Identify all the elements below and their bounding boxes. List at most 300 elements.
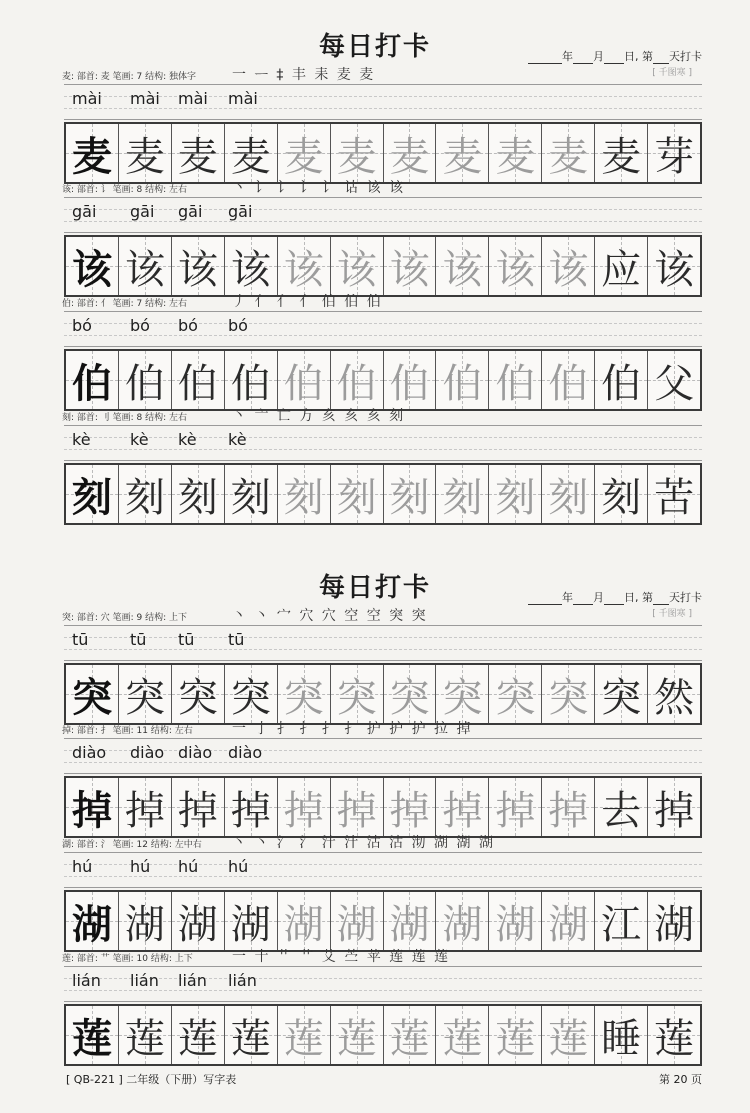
date-blank[interactable] bbox=[604, 594, 624, 605]
character: 麦 bbox=[283, 133, 324, 180]
pinyin-line bbox=[64, 625, 702, 661]
character: 刻 bbox=[495, 474, 536, 521]
practice-cell[interactable] bbox=[225, 892, 278, 950]
character: 莲 bbox=[124, 1015, 165, 1062]
character: 伯 bbox=[283, 360, 324, 407]
character: 湖 bbox=[124, 901, 165, 948]
date-label: 天打卡 bbox=[669, 591, 702, 604]
character: 该 bbox=[283, 246, 324, 293]
pinyin-text: gāi bbox=[130, 202, 155, 221]
character: 突 bbox=[71, 673, 112, 721]
pinyin-line bbox=[64, 197, 702, 233]
character: 麦 bbox=[336, 133, 377, 180]
pinyin-rule bbox=[64, 108, 702, 109]
practice-cell[interactable] bbox=[436, 237, 489, 295]
tianzige-grid bbox=[64, 776, 702, 838]
practice-cell[interactable] bbox=[648, 465, 700, 523]
character: 湖 bbox=[336, 901, 377, 948]
date-blank[interactable] bbox=[604, 53, 624, 64]
edition-tag: [ 千图寒 ] bbox=[652, 68, 692, 78]
practice-cell[interactable] bbox=[595, 124, 648, 182]
footer-page-number: 第 20 页 bbox=[659, 1073, 702, 1086]
character: 麦 bbox=[177, 133, 218, 180]
character: 掉 bbox=[495, 787, 536, 834]
practice-cell[interactable] bbox=[331, 778, 384, 836]
date-fields bbox=[528, 48, 702, 64]
practice-cell[interactable] bbox=[119, 351, 172, 409]
pinyin-rule bbox=[64, 449, 702, 450]
practice-cell[interactable] bbox=[172, 892, 225, 950]
practice-cell[interactable] bbox=[278, 1006, 331, 1064]
character: 莲 bbox=[442, 1015, 483, 1062]
practice-cell[interactable] bbox=[172, 237, 225, 295]
practice-cell[interactable] bbox=[542, 351, 595, 409]
practice-cell[interactable] bbox=[278, 778, 331, 836]
model-character-cell[interactable] bbox=[66, 351, 119, 409]
practice-cell[interactable] bbox=[278, 892, 331, 950]
practice-cell[interactable] bbox=[119, 892, 172, 950]
date-blank[interactable] bbox=[573, 594, 593, 605]
practice-cell[interactable] bbox=[225, 124, 278, 182]
practice-cell[interactable] bbox=[489, 237, 542, 295]
practice-cell[interactable] bbox=[225, 351, 278, 409]
pinyin-text: mài bbox=[178, 89, 208, 108]
edition-tag: [ 千图寒 ] bbox=[652, 609, 692, 619]
stroke-order: 一 十 艹 艹 艾 苎 苹 莲 莲 莲 bbox=[232, 949, 451, 965]
practice-cell[interactable] bbox=[384, 351, 437, 409]
practice-cell[interactable] bbox=[489, 892, 542, 950]
pinyin-text: hú bbox=[178, 857, 199, 876]
pinyin-line bbox=[64, 966, 702, 1002]
pinyin-rule bbox=[64, 864, 702, 865]
practice-cell[interactable] bbox=[436, 665, 489, 723]
practice-cell[interactable] bbox=[436, 465, 489, 523]
practice-cell[interactable] bbox=[436, 124, 489, 182]
practice-cell[interactable] bbox=[172, 351, 225, 409]
practice-cell[interactable] bbox=[489, 465, 542, 523]
practice-cell[interactable] bbox=[172, 465, 225, 523]
pinyin-text: mài bbox=[228, 89, 258, 108]
character: 麦 bbox=[601, 133, 642, 180]
practice-cell[interactable] bbox=[119, 665, 172, 723]
practice-cell[interactable] bbox=[225, 778, 278, 836]
character: 伯 bbox=[124, 360, 165, 407]
character: 掉 bbox=[548, 787, 589, 834]
pinyin-rule bbox=[64, 978, 702, 979]
pinyin-rule bbox=[64, 773, 702, 774]
character: 该 bbox=[442, 246, 483, 293]
pinyin-text: bó bbox=[130, 316, 150, 335]
character: 莲 bbox=[495, 1015, 536, 1062]
stroke-order: 丶 讠 讠 讠 讠 诂 该 该 bbox=[232, 180, 406, 196]
pinyin-text: kè bbox=[178, 430, 197, 449]
practice-cell[interactable] bbox=[384, 778, 437, 836]
character: 麦 bbox=[442, 133, 483, 180]
practice-cell[interactable] bbox=[595, 778, 648, 836]
pinyin-rule bbox=[64, 323, 702, 324]
character: 该 bbox=[495, 246, 536, 293]
pinyin-text: tū bbox=[228, 630, 245, 649]
practice-cell[interactable] bbox=[384, 892, 437, 950]
practice-cell[interactable] bbox=[648, 665, 700, 723]
practice-cell[interactable] bbox=[119, 124, 172, 182]
practice-cell[interactable] bbox=[278, 465, 331, 523]
stroke-order: 丶 丶 氵 氵 汁 汁 沽 沽 沏 湖 湖 湖 bbox=[232, 835, 495, 851]
pinyin-text: kè bbox=[130, 430, 149, 449]
date-blank[interactable] bbox=[653, 53, 669, 64]
model-character-cell[interactable] bbox=[66, 237, 119, 295]
pinyin-rule bbox=[64, 460, 702, 461]
character: 应 bbox=[601, 246, 642, 293]
stroke-order: 一 亅 扌 扌 扌 扌 护 护 护 拉 掉 bbox=[232, 721, 473, 737]
character: 伯 bbox=[389, 360, 430, 407]
practice-cell[interactable] bbox=[172, 778, 225, 836]
date-label: 月 bbox=[593, 50, 604, 63]
practice-cell[interactable] bbox=[542, 665, 595, 723]
character: 掉 bbox=[389, 787, 430, 834]
character-info: 莲: 部首: 艹 笔画: 10 结构: 上下 bbox=[62, 954, 193, 964]
character: 掉 bbox=[336, 787, 377, 834]
character: 然 bbox=[654, 674, 695, 721]
character: 该 bbox=[124, 246, 165, 293]
pinyin-text: kè bbox=[72, 430, 91, 449]
model-character-cell[interactable] bbox=[66, 778, 119, 836]
character: 掉 bbox=[71, 786, 112, 834]
character: 伯 bbox=[495, 360, 536, 407]
pinyin-line bbox=[64, 425, 702, 461]
practice-cell[interactable] bbox=[384, 465, 437, 523]
character: 掉 bbox=[442, 787, 483, 834]
character: 伯 bbox=[442, 360, 483, 407]
character: 突 bbox=[548, 674, 589, 721]
character: 湖 bbox=[442, 901, 483, 948]
pinyin-rule bbox=[64, 738, 702, 739]
character: 该 bbox=[71, 245, 112, 293]
practice-cell[interactable] bbox=[648, 892, 700, 950]
pinyin-rule bbox=[64, 876, 702, 877]
pinyin-rule bbox=[64, 311, 702, 312]
practice-cell[interactable] bbox=[278, 665, 331, 723]
character: 麦 bbox=[548, 133, 589, 180]
pinyin-text: diào bbox=[72, 743, 107, 762]
practice-cell[interactable] bbox=[119, 237, 172, 295]
character: 突 bbox=[495, 674, 536, 721]
character: 掉 bbox=[283, 787, 324, 834]
practice-cell[interactable] bbox=[172, 124, 225, 182]
character: 伯 bbox=[601, 360, 642, 407]
pinyin-rule bbox=[64, 119, 702, 120]
character: 麦 bbox=[389, 133, 430, 180]
pinyin-text: tū bbox=[130, 630, 147, 649]
pinyin-rule bbox=[64, 660, 702, 661]
character-info: 伯: 部首: 亻 笔画: 7 结构: 左右 bbox=[62, 299, 188, 309]
practice-cell[interactable] bbox=[542, 237, 595, 295]
practice-cell[interactable] bbox=[225, 1006, 278, 1064]
practice-cell[interactable] bbox=[331, 665, 384, 723]
practice-cell[interactable] bbox=[542, 778, 595, 836]
pinyin-rule bbox=[64, 649, 702, 650]
character: 麦 bbox=[71, 132, 112, 180]
stroke-order: 丶 亠 亡 方 亥 亥 亥 刻 bbox=[232, 408, 406, 424]
character: 刻 bbox=[124, 474, 165, 521]
stroke-order: 丶 丶 宀 穴 穴 空 空 突 突 bbox=[232, 608, 428, 624]
pinyin-text: diào bbox=[228, 743, 263, 762]
practice-cell[interactable] bbox=[648, 778, 700, 836]
practice-cell[interactable] bbox=[172, 665, 225, 723]
character: 湖 bbox=[177, 901, 218, 948]
character: 睡 bbox=[601, 1015, 642, 1062]
pinyin-text: mài bbox=[72, 89, 102, 108]
footer-code: [ QB-221 ] 二年级（下册）写字表 bbox=[66, 1073, 237, 1086]
tianzige-grid bbox=[64, 122, 702, 184]
character: 该 bbox=[548, 246, 589, 293]
practice-cell[interactable] bbox=[119, 465, 172, 523]
character: 莲 bbox=[336, 1015, 377, 1062]
character: 掉 bbox=[177, 787, 218, 834]
practice-cell[interactable] bbox=[384, 124, 437, 182]
character: 伯 bbox=[177, 360, 218, 407]
date-label: 日, 第 bbox=[624, 50, 653, 63]
model-character-cell[interactable] bbox=[66, 665, 119, 723]
character-info: 麦: 部首: 麦 笔画: 7 结构: 独体字 bbox=[62, 72, 197, 82]
pinyin-text: mài bbox=[130, 89, 160, 108]
practice-cell[interactable] bbox=[648, 237, 700, 295]
character: 刻 bbox=[442, 474, 483, 521]
character: 刻 bbox=[283, 474, 324, 521]
character-info: 该: 部首: 讠 笔画: 8 结构: 左右 bbox=[62, 185, 188, 195]
character: 去 bbox=[601, 787, 642, 834]
practice-cell[interactable] bbox=[489, 778, 542, 836]
pinyin-rule bbox=[64, 425, 702, 426]
date-label: 年 bbox=[562, 591, 573, 604]
pinyin-rule bbox=[64, 887, 702, 888]
practice-cell[interactable] bbox=[648, 124, 700, 182]
practice-cell[interactable] bbox=[225, 237, 278, 295]
character: 麦 bbox=[230, 133, 271, 180]
page-title: 每日打卡 bbox=[318, 573, 431, 603]
practice-cell[interactable] bbox=[436, 1006, 489, 1064]
pinyin-text: gāi bbox=[72, 202, 97, 221]
practice-cell[interactable] bbox=[595, 892, 648, 950]
character: 芽 bbox=[654, 133, 695, 180]
pinyin-text: hú bbox=[228, 857, 249, 876]
date-fields bbox=[528, 589, 702, 605]
pinyin-line bbox=[64, 852, 702, 888]
pinyin-text: diào bbox=[130, 743, 165, 762]
pinyin-text: lián bbox=[72, 971, 101, 990]
pinyin-rule bbox=[64, 84, 702, 85]
character: 刻 bbox=[548, 474, 589, 521]
practice-cell[interactable] bbox=[595, 351, 648, 409]
date-label: 年 bbox=[562, 50, 573, 63]
date-blank[interactable] bbox=[528, 594, 562, 605]
character: 湖 bbox=[495, 901, 536, 948]
character: 刻 bbox=[177, 474, 218, 521]
character: 该 bbox=[230, 246, 271, 293]
character: 刻 bbox=[336, 474, 377, 521]
practice-cell[interactable] bbox=[331, 237, 384, 295]
pinyin-text: bó bbox=[228, 316, 248, 335]
pinyin-line bbox=[64, 84, 702, 120]
stroke-order: 丿 亻 亻 亻 伯 伯 伯 bbox=[232, 294, 383, 310]
pinyin-text: tū bbox=[72, 630, 89, 649]
practice-cell[interactable] bbox=[436, 892, 489, 950]
practice-cell[interactable] bbox=[436, 778, 489, 836]
character: 湖 bbox=[283, 901, 324, 948]
practice-cell[interactable] bbox=[489, 351, 542, 409]
character: 湖 bbox=[71, 900, 112, 948]
character: 突 bbox=[283, 674, 324, 721]
practice-cell[interactable] bbox=[595, 1006, 648, 1064]
tianzige-grid bbox=[64, 1004, 702, 1066]
pinyin-rule bbox=[64, 209, 702, 210]
practice-cell[interactable] bbox=[384, 665, 437, 723]
pinyin-rule bbox=[64, 637, 702, 638]
practice-cell[interactable] bbox=[331, 1006, 384, 1064]
character: 麦 bbox=[495, 133, 536, 180]
practice-cell[interactable] bbox=[436, 351, 489, 409]
pinyin-line bbox=[64, 311, 702, 347]
character-info: 掉: 部首: 扌 笔画: 11 结构: 左右 bbox=[62, 726, 193, 736]
pinyin-rule bbox=[64, 335, 702, 336]
date-blank[interactable] bbox=[573, 53, 593, 64]
practice-cell[interactable] bbox=[384, 1006, 437, 1064]
practice-cell[interactable] bbox=[489, 124, 542, 182]
practice-cell[interactable] bbox=[225, 465, 278, 523]
character: 父 bbox=[654, 360, 695, 407]
character: 突 bbox=[442, 674, 483, 721]
practice-cell[interactable] bbox=[331, 465, 384, 523]
practice-cell[interactable] bbox=[225, 665, 278, 723]
character: 刻 bbox=[389, 474, 430, 521]
character: 湖 bbox=[230, 901, 271, 948]
date-label: 天打卡 bbox=[669, 50, 702, 63]
practice-cell[interactable] bbox=[278, 351, 331, 409]
pinyin-text: lián bbox=[228, 971, 257, 990]
practice-cell[interactable] bbox=[542, 1006, 595, 1064]
tianzige-grid bbox=[64, 890, 702, 952]
tianzige-grid bbox=[64, 663, 702, 725]
date-blank[interactable] bbox=[653, 594, 669, 605]
practice-cell[interactable] bbox=[331, 892, 384, 950]
pinyin-text: bó bbox=[178, 316, 198, 335]
pinyin-text: kè bbox=[228, 430, 247, 449]
practice-cell[interactable] bbox=[595, 465, 648, 523]
pinyin-rule bbox=[64, 990, 702, 991]
character: 伯 bbox=[71, 359, 112, 407]
practice-cell[interactable] bbox=[278, 124, 331, 182]
practice-cell[interactable] bbox=[489, 1006, 542, 1064]
practice-cell[interactable] bbox=[542, 465, 595, 523]
character: 莲 bbox=[389, 1015, 430, 1062]
pinyin-text: gāi bbox=[228, 202, 253, 221]
model-character-cell[interactable] bbox=[66, 124, 119, 182]
practice-cell[interactable] bbox=[119, 778, 172, 836]
model-character-cell[interactable] bbox=[66, 1006, 119, 1064]
tianzige-grid bbox=[64, 235, 702, 297]
pinyin-rule bbox=[64, 346, 702, 347]
character: 莲 bbox=[283, 1015, 324, 1062]
stroke-order: 一 ᅳ ‡ 丰 耒 麦 麦 bbox=[232, 67, 376, 83]
character: 掉 bbox=[230, 787, 271, 834]
character: 伯 bbox=[336, 360, 377, 407]
pinyin-text: bó bbox=[72, 316, 92, 335]
practice-cell[interactable] bbox=[384, 237, 437, 295]
page-title: 每日打卡 bbox=[318, 32, 431, 62]
pinyin-text: lián bbox=[178, 971, 207, 990]
character: 刻 bbox=[601, 474, 642, 521]
character: 刻 bbox=[230, 474, 271, 521]
character-info: 突: 部首: 穴 笔画: 9 结构: 上下 bbox=[62, 613, 188, 623]
model-character-cell[interactable] bbox=[66, 465, 119, 523]
pinyin-text: hú bbox=[72, 857, 93, 876]
practice-cell[interactable] bbox=[172, 1006, 225, 1064]
pinyin-rule bbox=[64, 625, 702, 626]
character: 突 bbox=[336, 674, 377, 721]
practice-cell[interactable] bbox=[331, 124, 384, 182]
character-info: 湖: 部首: 氵 笔画: 12 结构: 左中右 bbox=[62, 840, 202, 850]
character: 该 bbox=[177, 246, 218, 293]
character: 湖 bbox=[654, 901, 695, 948]
practice-cell[interactable] bbox=[331, 351, 384, 409]
practice-cell[interactable] bbox=[119, 1006, 172, 1064]
pinyin-text: diào bbox=[178, 743, 213, 762]
pinyin-text: lián bbox=[130, 971, 159, 990]
character: 湖 bbox=[389, 901, 430, 948]
practice-cell[interactable] bbox=[542, 892, 595, 950]
practice-cell[interactable] bbox=[648, 1006, 700, 1064]
character: 江 bbox=[601, 901, 642, 948]
character: 莲 bbox=[548, 1015, 589, 1062]
character: 突 bbox=[230, 674, 271, 721]
pinyin-rule bbox=[64, 437, 702, 438]
character: 该 bbox=[389, 246, 430, 293]
tianzige-grid bbox=[64, 349, 702, 411]
practice-cell[interactable] bbox=[648, 351, 700, 409]
character: 湖 bbox=[548, 901, 589, 948]
character: 突 bbox=[389, 674, 430, 721]
character: 掉 bbox=[124, 787, 165, 834]
practice-cell[interactable] bbox=[595, 237, 648, 295]
date-blank[interactable] bbox=[528, 53, 562, 64]
pinyin-rule bbox=[64, 1001, 702, 1002]
pinyin-rule bbox=[64, 221, 702, 222]
character: 莲 bbox=[230, 1015, 271, 1062]
pinyin-rule bbox=[64, 852, 702, 853]
character: 该 bbox=[336, 246, 377, 293]
practice-cell[interactable] bbox=[542, 124, 595, 182]
pinyin-text: hú bbox=[130, 857, 151, 876]
practice-cell[interactable] bbox=[595, 665, 648, 723]
practice-cell[interactable] bbox=[489, 665, 542, 723]
character: 麦 bbox=[124, 133, 165, 180]
date-label: 日, 第 bbox=[624, 591, 653, 604]
character: 莲 bbox=[654, 1015, 695, 1062]
tianzige-grid bbox=[64, 463, 702, 525]
pinyin-text: gāi bbox=[178, 202, 203, 221]
character: 莲 bbox=[71, 1014, 112, 1062]
character: 该 bbox=[654, 246, 695, 293]
character: 突 bbox=[177, 674, 218, 721]
pinyin-rule bbox=[64, 232, 702, 233]
character: 苦 bbox=[654, 474, 695, 521]
character: 掉 bbox=[654, 787, 695, 834]
practice-cell[interactable] bbox=[278, 237, 331, 295]
model-character-cell[interactable] bbox=[66, 892, 119, 950]
character: 刻 bbox=[71, 473, 112, 521]
character: 伯 bbox=[230, 360, 271, 407]
pinyin-rule bbox=[64, 762, 702, 763]
